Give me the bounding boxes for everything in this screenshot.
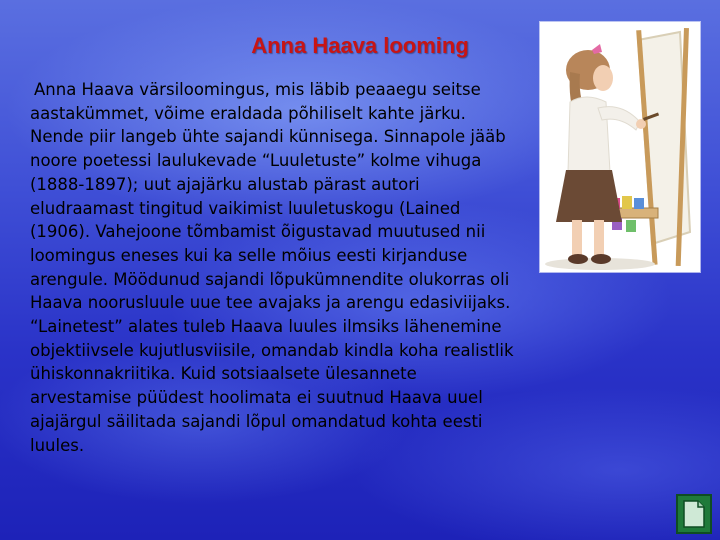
slide-body-text: Anna Haava värsiloomingus, mis läbib peaaegu seitse aastakümmet, võime eraldada põhiliselt kahte järku. Nende piir langeb ühte sajandi künnisega. Sinnapole jääb noore poetessi laulukevade “Luuletuste” kolme vihuga (1888-1897); uut ajajärku alustab pärast autori eludraamast tingitud vaikimist luuletuskogu (Lained (1906). Vahejoone tõmbamist õigustavad muutused nii loomingus eneses kui ka selle mõius eesti kirjanduse arengule. Möödunud sajandi lõpukümnendite olukorras oli Haava noorusluule uue tee avajaks ja arengu edasiviijaks. “Lainetest” alates tuleb Haava luules ilmsiks lähenemine objektiivsele kujutlusviisile, omandab kindla koha realistlik ühiskonnakriitika. Kuid sotsiaalsete ülesannete arvestamise püüdest hoolimata ei suutnud Haava uuel ajajärgul säilitada sajandi lõpul omandatud kohta eesti luules. bbox=[30, 80, 514, 455]
child-painting-illustration bbox=[540, 22, 700, 272]
document-page-icon bbox=[678, 496, 710, 532]
child-painting-photo bbox=[540, 22, 700, 272]
next-slide-button[interactable] bbox=[676, 494, 712, 534]
slide-title: Anna Haava looming bbox=[251, 33, 469, 58]
